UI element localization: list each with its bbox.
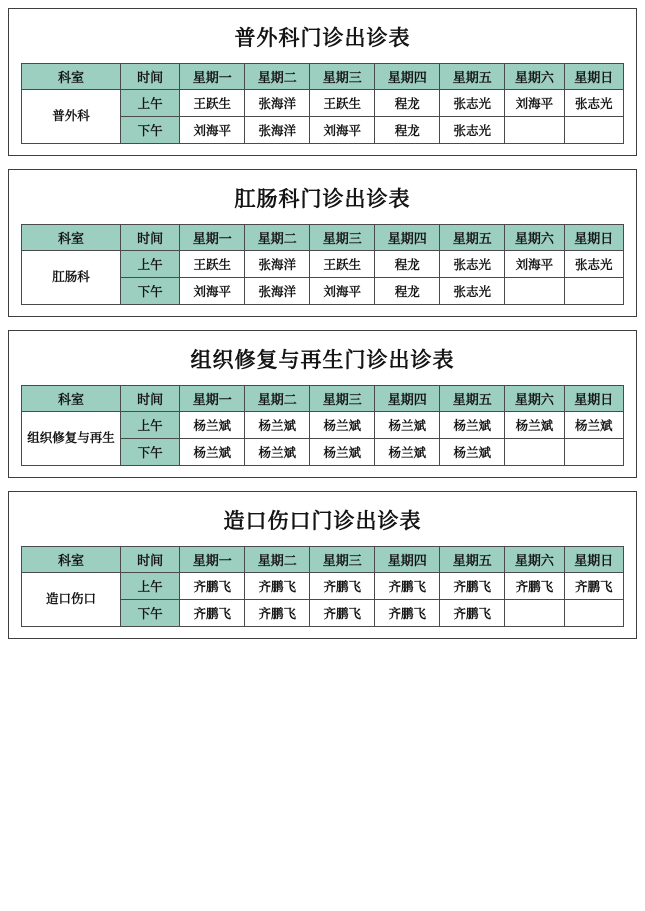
doctor-cell: 刘海平 [180, 117, 245, 144]
doctor-cell: 杨兰斌 [505, 412, 564, 439]
column-header-time: 时间 [120, 547, 179, 573]
schedule-table [21, 546, 624, 627]
doctor-cell-empty [505, 117, 564, 144]
doctor-cell: 杨兰斌 [180, 412, 245, 439]
column-header-thursday: 星期四 [375, 225, 440, 251]
doctor-cell: 杨兰斌 [375, 412, 440, 439]
doctor-cell: 齐鹏飞 [505, 573, 564, 600]
table-header-row [22, 225, 624, 251]
column-header-saturday: 星期六 [505, 64, 564, 90]
period-label-am: 上午 [120, 251, 179, 278]
doctor-cell: 程龙 [375, 251, 440, 278]
table-header-row [22, 386, 624, 412]
page-title: 普外科门诊出诊表 [234, 26, 411, 50]
doctor-cell: 齐鹏飞 [245, 573, 310, 600]
doctor-cell: 杨兰斌 [375, 439, 440, 466]
column-header-tuesday: 星期二 [245, 386, 310, 412]
doctor-cell: 张海洋 [245, 117, 310, 144]
column-header-department: 科室 [22, 386, 121, 412]
column-header-wednesday: 星期三 [310, 386, 375, 412]
doctor-cell: 王跃生 [180, 90, 245, 117]
doctor-cell: 刘海平 [505, 90, 564, 117]
doctor-cell: 齐鹏飞 [245, 600, 310, 627]
doctor-cell: 张海洋 [245, 251, 310, 278]
period-label-pm: 下午 [120, 439, 179, 466]
doctor-cell: 齐鹏飞 [180, 600, 245, 627]
schedule-card-general-surgery [8, 8, 637, 156]
period-label-am: 上午 [120, 412, 179, 439]
doctor-cell: 杨兰斌 [245, 412, 310, 439]
column-header-department: 科室 [22, 547, 121, 573]
column-header-wednesday: 星期三 [310, 225, 375, 251]
doctor-cell-empty [564, 439, 623, 466]
doctor-cell: 齐鹏飞 [375, 600, 440, 627]
doctor-cell: 刘海平 [310, 117, 375, 144]
period-label-pm: 下午 [120, 278, 179, 305]
schedule-table [21, 385, 624, 466]
schedule-table [21, 63, 624, 144]
column-header-sunday: 星期日 [564, 547, 623, 573]
doctor-cell: 张志光 [564, 90, 623, 117]
column-header-wednesday: 星期三 [310, 64, 375, 90]
column-header-friday: 星期五 [440, 225, 505, 251]
column-header-monday: 星期一 [180, 547, 245, 573]
doctor-cell: 齐鹏飞 [564, 573, 623, 600]
column-header-thursday: 星期四 [375, 64, 440, 90]
doctor-cell: 张志光 [564, 251, 623, 278]
doctor-cell: 杨兰斌 [310, 412, 375, 439]
doctor-cell: 杨兰斌 [440, 439, 505, 466]
period-label-pm: 下午 [120, 117, 179, 144]
schedule-card-stoma-wound [8, 491, 637, 639]
column-header-monday: 星期一 [180, 225, 245, 251]
column-header-tuesday: 星期二 [245, 225, 310, 251]
column-header-department: 科室 [22, 225, 121, 251]
column-header-department: 科室 [22, 64, 121, 90]
doctor-cell-empty [564, 600, 623, 627]
doctor-cell: 杨兰斌 [180, 439, 245, 466]
doctor-cell: 齐鹏飞 [180, 573, 245, 600]
doctor-cell: 张志光 [440, 117, 505, 144]
column-header-wednesday: 星期三 [310, 547, 375, 573]
column-header-tuesday: 星期二 [245, 547, 310, 573]
doctor-cell-empty [564, 278, 623, 305]
doctor-cell: 杨兰斌 [245, 439, 310, 466]
doctor-cell: 刘海平 [505, 251, 564, 278]
doctor-cell: 齐鹏飞 [310, 600, 375, 627]
page-title: 肛肠科门诊出诊表 [234, 187, 411, 211]
column-header-saturday: 星期六 [505, 386, 564, 412]
column-header-friday: 星期五 [440, 547, 505, 573]
doctor-cell: 刘海平 [180, 278, 245, 305]
column-header-time: 时间 [120, 64, 179, 90]
table-header-row [22, 547, 624, 573]
schedule-table [21, 224, 624, 305]
doctor-cell: 张海洋 [245, 278, 310, 305]
table-row [22, 251, 624, 278]
doctor-cell: 张志光 [440, 278, 505, 305]
doctor-cell-empty [564, 117, 623, 144]
doctor-cell: 齐鹏飞 [440, 600, 505, 627]
doctor-cell: 王跃生 [180, 251, 245, 278]
doctor-cell-empty [505, 600, 564, 627]
doctor-cell: 程龙 [375, 278, 440, 305]
column-header-thursday: 星期四 [375, 386, 440, 412]
schedule-card-tissue-repair [8, 330, 637, 478]
doctor-cell: 齐鹏飞 [375, 573, 440, 600]
doctor-cell: 王跃生 [310, 90, 375, 117]
doctor-cell-empty [505, 439, 564, 466]
doctor-cell: 齐鹏飞 [440, 573, 505, 600]
column-header-monday: 星期一 [180, 386, 245, 412]
department-name: 肛肠科 [22, 251, 121, 305]
table-row [22, 412, 624, 439]
doctor-cell: 程龙 [375, 90, 440, 117]
doctor-cell: 王跃生 [310, 251, 375, 278]
column-header-friday: 星期五 [440, 64, 505, 90]
period-label-pm: 下午 [120, 600, 179, 627]
column-header-saturday: 星期六 [505, 225, 564, 251]
doctor-cell-empty [505, 278, 564, 305]
doctor-cell: 齐鹏飞 [310, 573, 375, 600]
column-header-sunday: 星期日 [564, 386, 623, 412]
department-name: 组织修复与再生 [22, 412, 121, 466]
column-header-tuesday: 星期二 [245, 64, 310, 90]
table-row [22, 90, 624, 117]
page-title: 造口伤口门诊出诊表 [223, 509, 422, 533]
doctor-cell: 张志光 [440, 251, 505, 278]
doctor-cell: 张志光 [440, 90, 505, 117]
column-header-thursday: 星期四 [375, 547, 440, 573]
doctor-cell: 杨兰斌 [310, 439, 375, 466]
doctor-cell: 杨兰斌 [440, 412, 505, 439]
column-header-time: 时间 [120, 386, 179, 412]
table-header-row [22, 64, 624, 90]
doctor-cell: 张海洋 [245, 90, 310, 117]
table-row [22, 573, 624, 600]
doctor-cell: 刘海平 [310, 278, 375, 305]
department-name: 造口伤口 [22, 573, 121, 627]
period-label-am: 上午 [120, 90, 179, 117]
column-header-sunday: 星期日 [564, 64, 623, 90]
doctor-cell: 杨兰斌 [564, 412, 623, 439]
period-label-am: 上午 [120, 573, 179, 600]
department-name: 普外科 [22, 90, 121, 144]
column-header-friday: 星期五 [440, 386, 505, 412]
doctor-cell: 程龙 [375, 117, 440, 144]
column-header-saturday: 星期六 [505, 547, 564, 573]
column-header-time: 时间 [120, 225, 179, 251]
column-header-sunday: 星期日 [564, 225, 623, 251]
page-title: 组织修复与再生门诊出诊表 [190, 348, 455, 372]
schedule-card-anorectal [8, 169, 637, 317]
column-header-monday: 星期一 [180, 64, 245, 90]
